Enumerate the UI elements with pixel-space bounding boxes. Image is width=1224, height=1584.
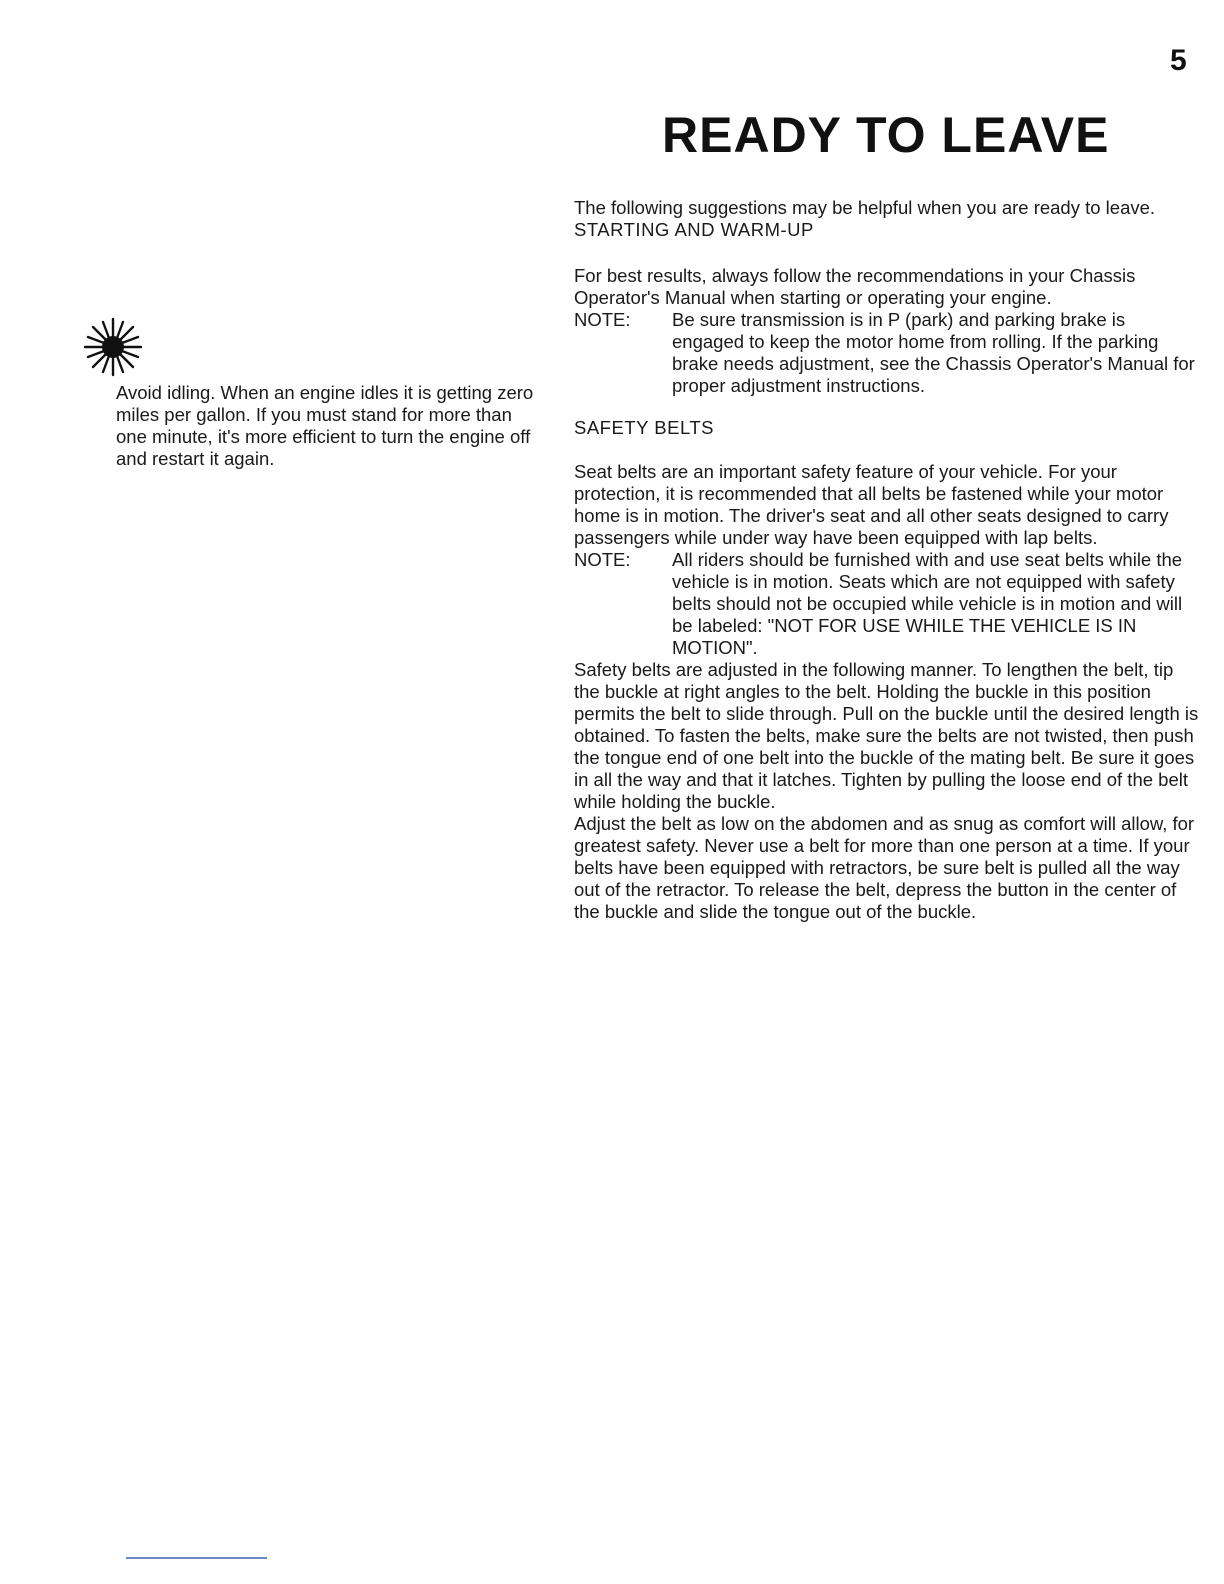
intro-paragraph: The following suggestions may be helpful when you are ready to leave. (574, 197, 1156, 218)
heading-starting-warm-up: STARTING AND WARM-UP (574, 219, 814, 240)
belt-adjustment-paragraph: Safety belts are adjusted in the following manner. To lengthen the belt, tip the buckle at right angles to the belt. Holding the buckle in this position permits the belt to slide through. Pull on the buckle until the desired length is obtained. To fasten the belts, make sure the belts are not twisted, then push the tongue end of one belt into the buckle of the mating belt. Be sure it goes in all the way and that it latches. Tighten by pulling the loose end of the belt while holding the buckle. (574, 659, 1199, 812)
footer-rule (126, 1557, 267, 1559)
heading-safety-belts: SAFETY BELTS (574, 417, 714, 438)
starting-note (574, 309, 1199, 397)
note-text: Be sure transmission is in P (park) and parking brake is engaged to keep the motor home from rolling. If the parking brake needs adjustment, see the Chassis Operator's Manual for proper adjustment instructions. (672, 309, 1195, 396)
starting-paragraph: For best results, always follow the recommendations in your Chassis Operator's Manual when starting or operating your engine. (574, 265, 1136, 308)
page-title: READY TO LEAVE (662, 107, 1110, 163)
safety-note (574, 549, 1199, 659)
note-text: All riders should be furnished with and use seat belts while the vehicle is in motion. Seats which are not equipped with safety belts should not be occupied while vehicle is in motion and will be labeled: "NOT FOR USE WHILE THE VEHICLE IS IN MOTION". (672, 549, 1183, 658)
page-number: 5 (1170, 44, 1187, 77)
idling-tip (116, 382, 536, 470)
idling-tip-text: Avoid idling. When an engine idles it is getting zero miles per gallon. If you must stand for more than one minute, it's more efficient to turn the engine off and restart it again. (116, 382, 534, 469)
sunburst-icon (82, 316, 144, 378)
belt-release-paragraph: Adjust the belt as low on the abdomen and as snug as comfort will allow, for greatest safety. Never use a belt for more than one person at a time. If your belts have been equipped with retractors, be sure belt is pulled all the way out of the retractor. To release the belt, depress the button in the center of the buckle and slide the tongue out of the buckle. (574, 813, 1195, 922)
note-label: NOTE: (574, 549, 631, 570)
main-content (574, 197, 1199, 923)
seat-belts-paragraph: Seat belts are an important safety feature of your vehicle. For your protection, it is recommended that all belts be fastened while your motor home is in motion. The driver's seat and all other seats designed to carry passengers while under way have been equipped with lap belts. (574, 461, 1169, 548)
note-label: NOTE: (574, 309, 631, 330)
